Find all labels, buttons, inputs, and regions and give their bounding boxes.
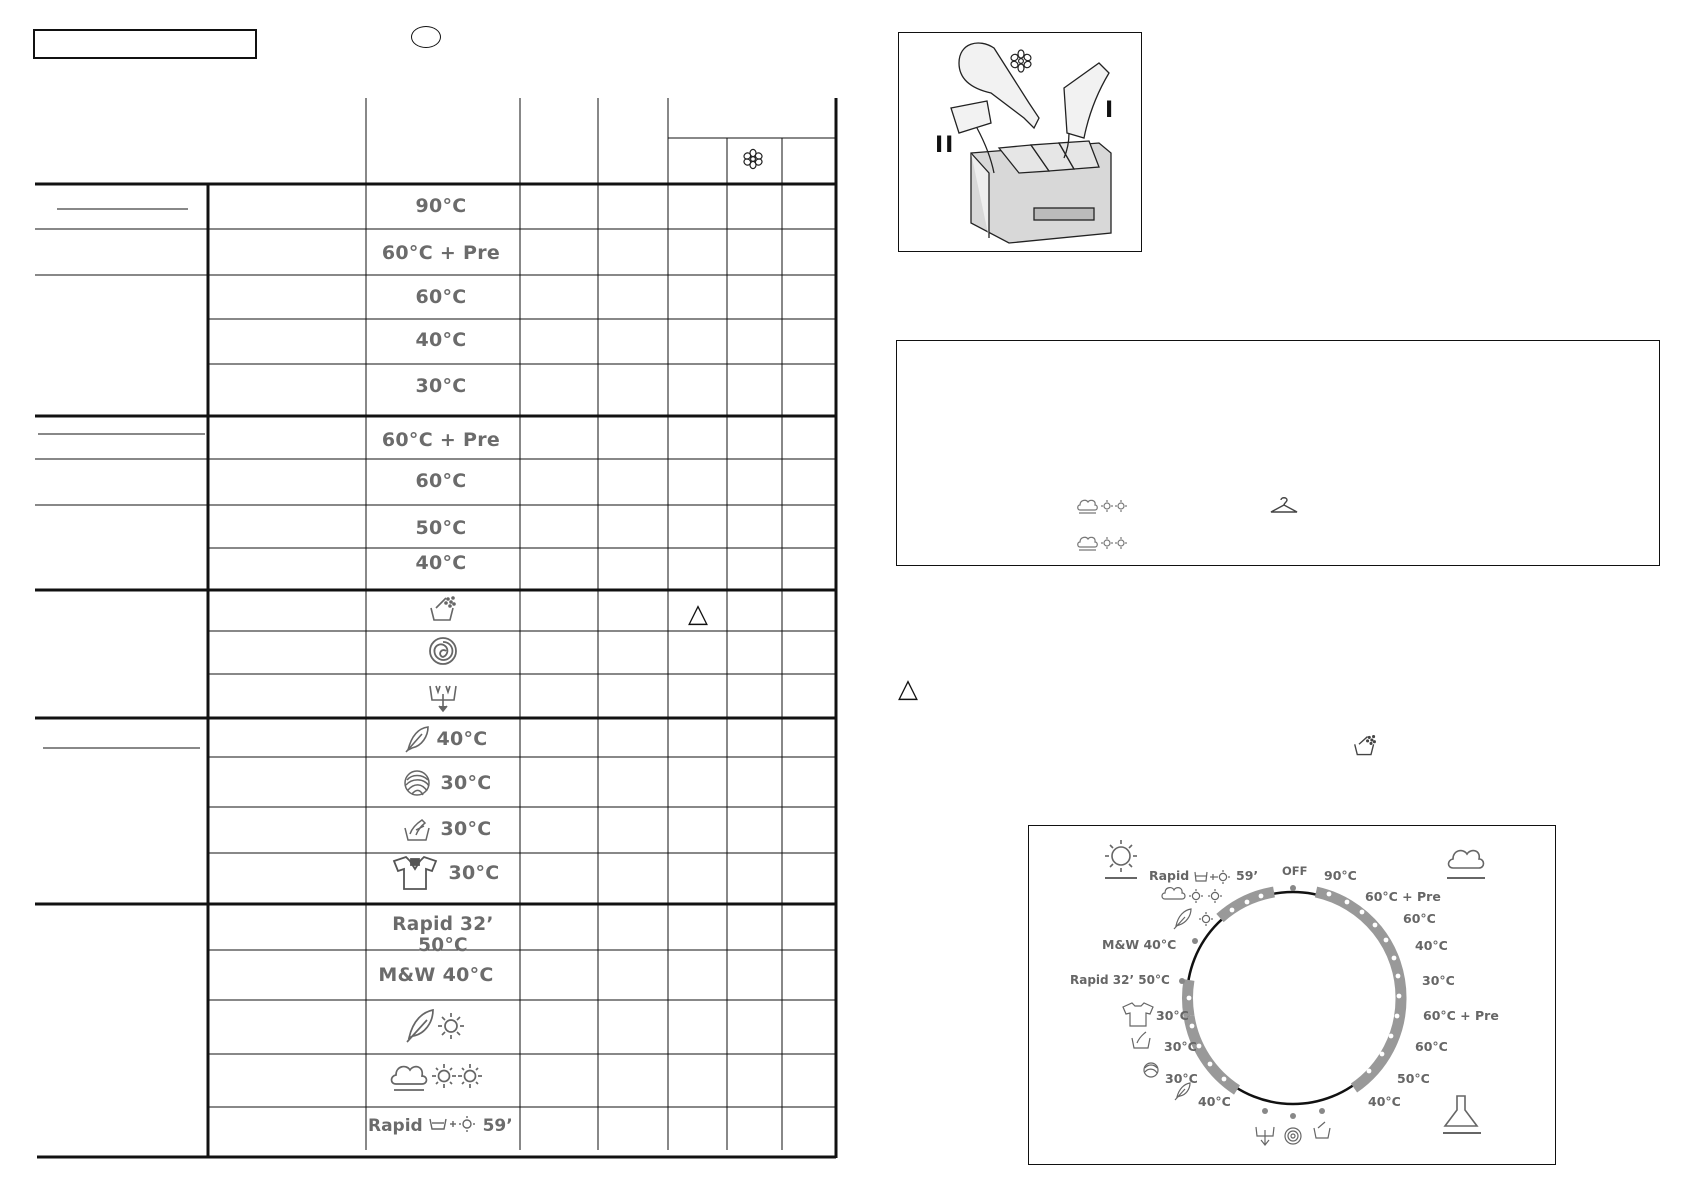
rinse-icon: [1352, 734, 1378, 758]
dial-hand-30[interactable]: 30°C: [1164, 1039, 1197, 1054]
cotton-dry-icon: [1077, 496, 1129, 516]
row-label: 60°C + Pre: [381, 242, 501, 264]
dial-40[interactable]: 40°C: [1415, 938, 1448, 953]
note-warning-mark: △: [898, 674, 918, 704]
feather-dry-icon: [405, 1008, 465, 1044]
row-handwash-30: 30°C: [402, 814, 562, 844]
dial-off[interactable]: OFF: [1282, 864, 1308, 878]
compartment-1-label: I: [1105, 98, 1114, 123]
row-label: 30°C: [415, 375, 467, 397]
hanger-icon: [1269, 495, 1299, 515]
row-label: M&W 40°C: [378, 964, 494, 986]
dial-90[interactable]: 90°C: [1324, 868, 1357, 883]
row-label: 60°C: [415, 470, 467, 492]
dial-rapid-dry: Rapid: [1149, 868, 1190, 883]
dial-rapid-dry-time: 59’: [1236, 868, 1259, 883]
dial-mw[interactable]: M&W 40°C: [1102, 937, 1177, 952]
row-wool-30: 30°C: [402, 768, 562, 798]
row-label: 40°C: [415, 552, 467, 574]
dial-rapid32[interactable]: Rapid 32’ 50°C: [1070, 973, 1170, 987]
row-shirt-30: 30°C: [392, 855, 562, 891]
shirt-icon: [392, 855, 438, 891]
dial-s50[interactable]: 50°C: [1397, 1071, 1430, 1086]
compartment-2-label: II: [935, 133, 956, 158]
row-rapid-59: Rapid 59’: [368, 1116, 513, 1136]
dial-30[interactable]: 30°C: [1422, 973, 1455, 988]
dispenser-illustration: [898, 32, 1142, 252]
dial-wool-30[interactable]: 30°C: [1165, 1071, 1198, 1086]
row-label: Rapid 32’ 50°C: [392, 914, 494, 956]
row-label: 50°C: [415, 517, 467, 539]
dial-s60[interactable]: 60°C: [1415, 1039, 1448, 1054]
row-label: 40°C: [415, 329, 467, 351]
row-label: 60°C + Pre: [381, 429, 501, 451]
wool-icon: [402, 768, 432, 798]
delicates-feather-icon: [404, 724, 432, 754]
handwash-icon: [402, 814, 432, 844]
row-label: 60°C: [415, 286, 467, 308]
cotton-dry-icon: [1077, 533, 1129, 553]
spin-icon: [428, 636, 458, 666]
info-box: [896, 340, 1660, 566]
row-label: 90°C: [415, 195, 467, 217]
dial-s40[interactable]: 40°C: [1368, 1094, 1401, 1109]
flower-icon: [742, 148, 764, 170]
row-feather-40: 40°C: [404, 724, 564, 754]
dial-60-pre[interactable]: 60°C + Pre: [1365, 889, 1441, 904]
dial-s60-pre[interactable]: 60°C + Pre: [1423, 1008, 1499, 1023]
table-warning-mark: △: [688, 599, 708, 629]
rapid-wash-dry-icon: [429, 1115, 477, 1133]
rinse-icon: [428, 594, 458, 624]
program-dial-panel: [1028, 825, 1556, 1165]
drain-icon: [427, 680, 459, 714]
dial-60[interactable]: 60°C: [1403, 911, 1436, 926]
cotton-dry-icon: [390, 1058, 486, 1094]
dial-feather-40[interactable]: 40°C: [1198, 1094, 1231, 1109]
dial-shirt-30[interactable]: 30°C: [1156, 1008, 1189, 1023]
